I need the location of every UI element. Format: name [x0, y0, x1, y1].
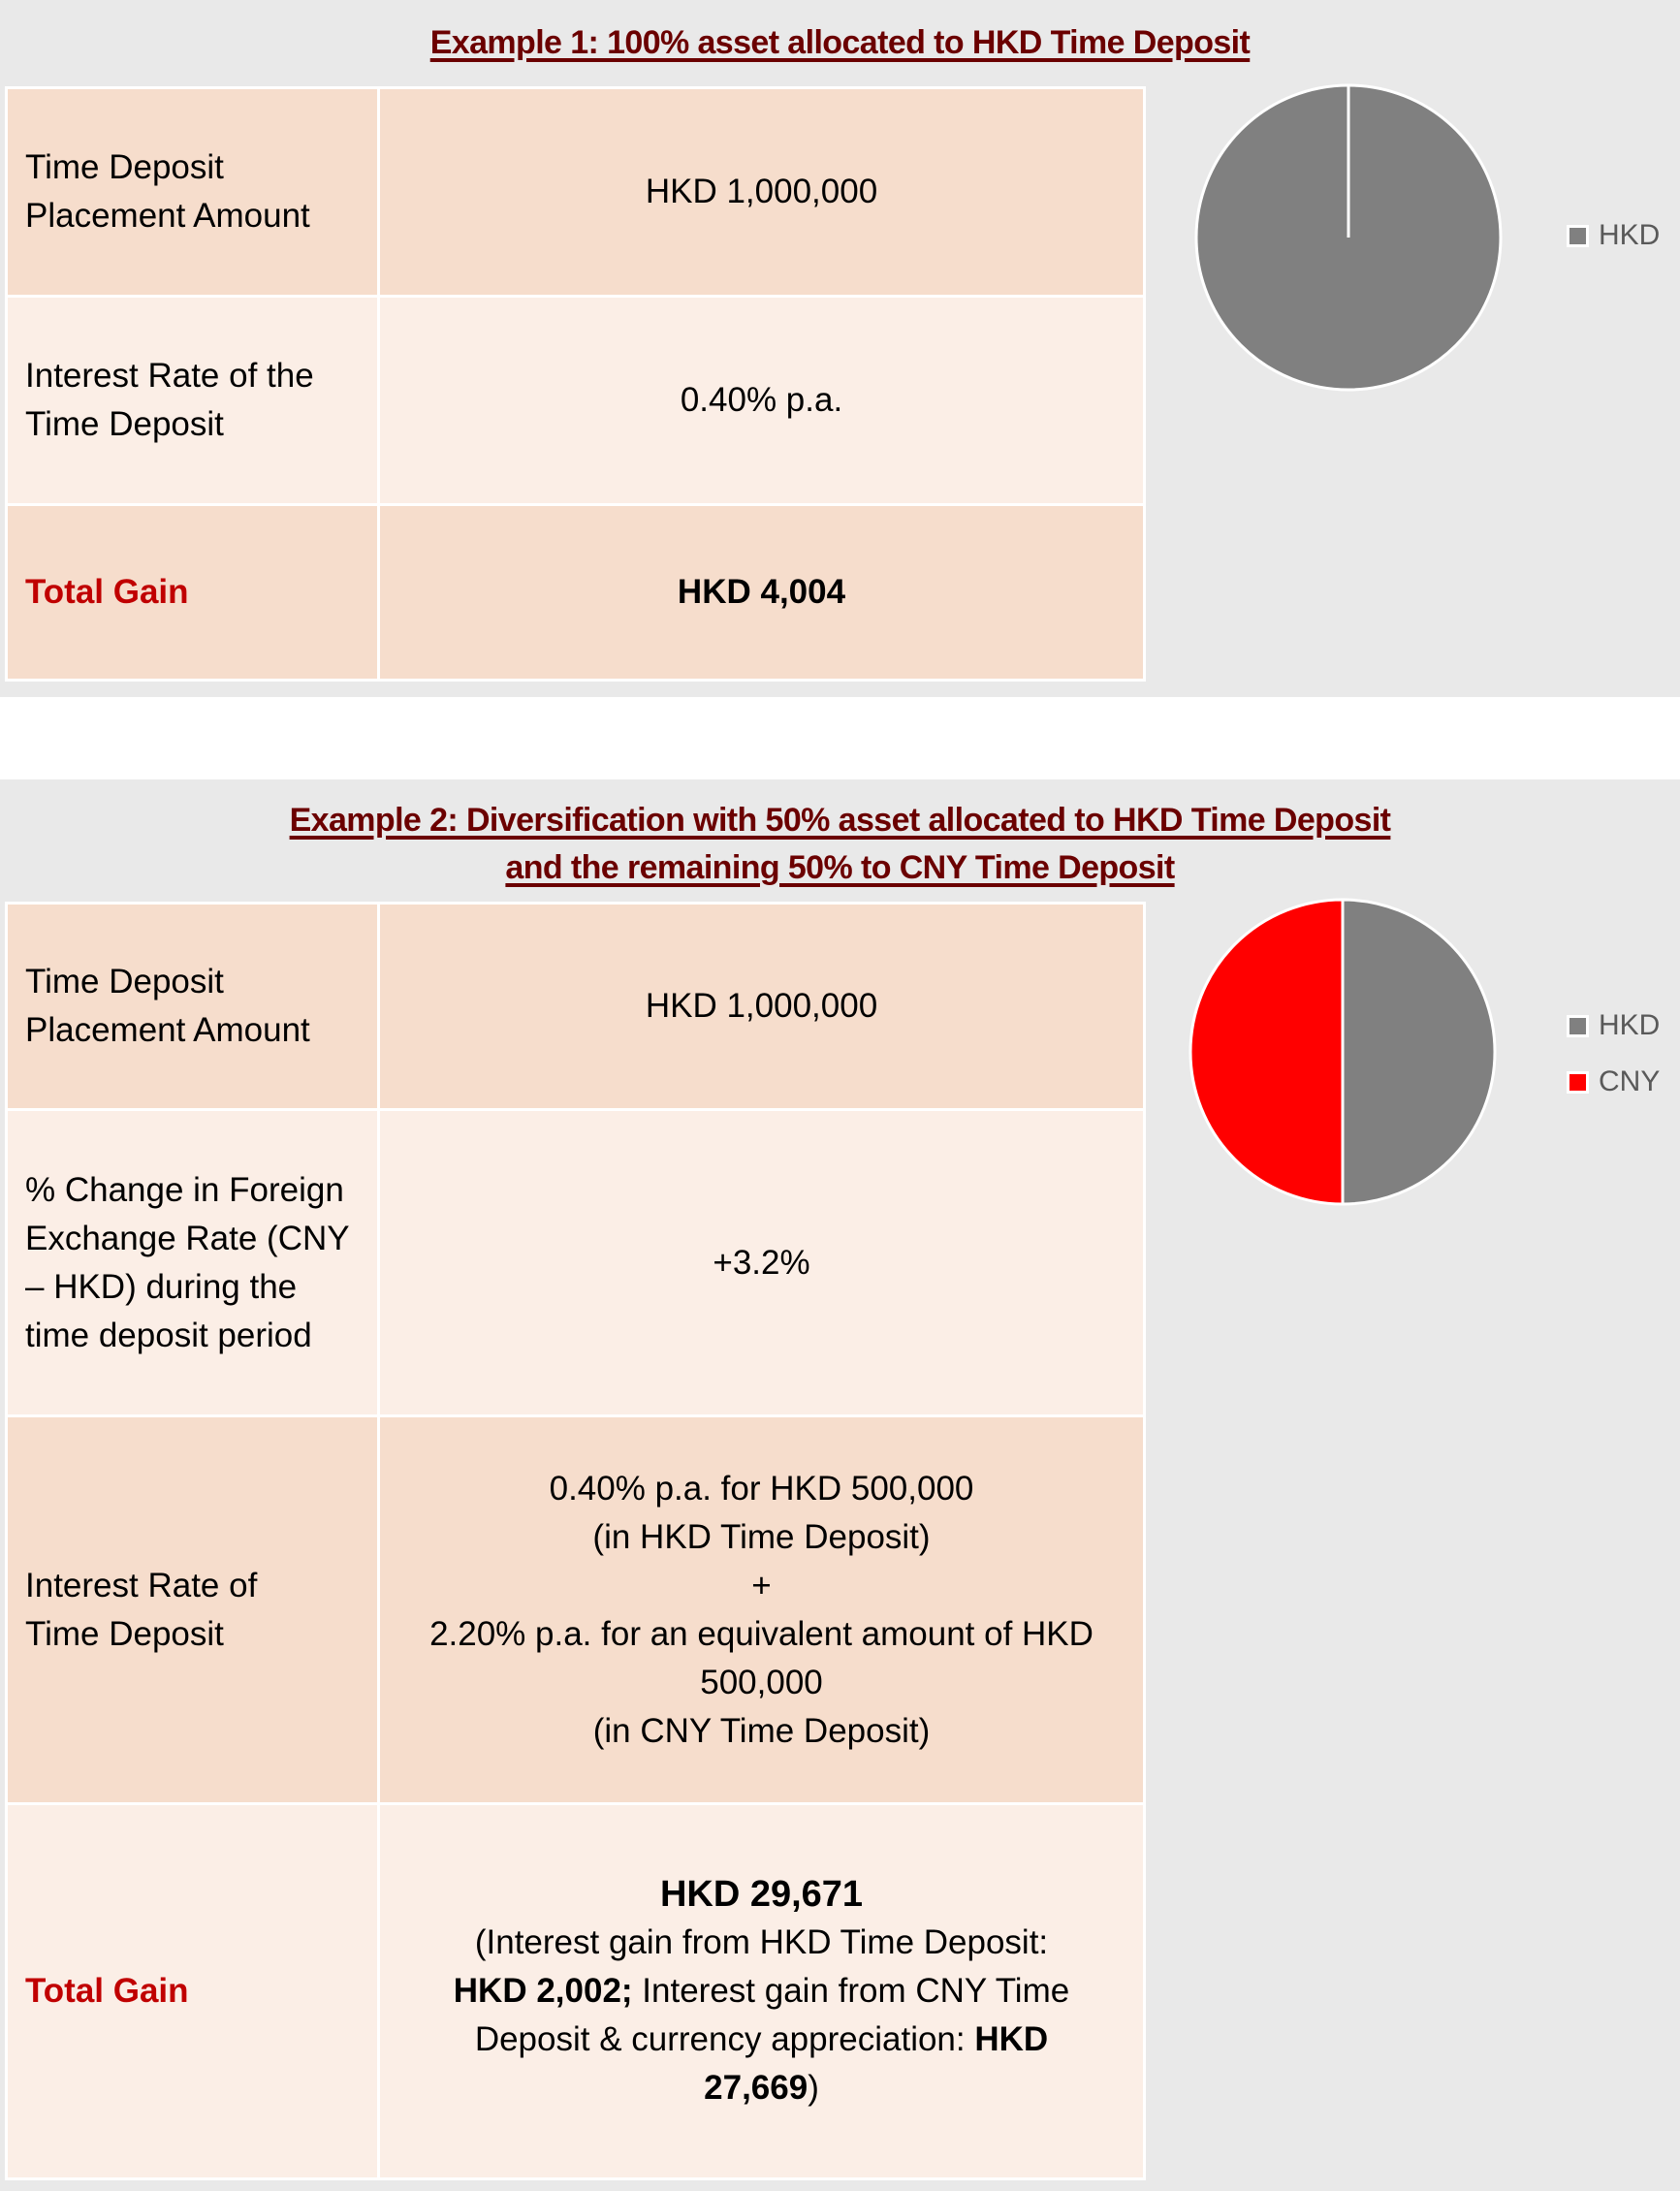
total-gain-amount: HKD 29,671 [659, 1874, 864, 1915]
example-2-title-line-1: Example 2: Diversification with 50% asset allocated to HKD Time Deposit [289, 802, 1391, 839]
gain-detail-line [397, 1967, 1125, 2016]
label-line: Exchange Rate (CNY [25, 1219, 350, 1257]
legend-swatch-cny [1567, 1071, 1589, 1094]
example-2-table [5, 902, 1146, 2180]
hkd-interest-gain: HKD 2,002; [453, 1972, 633, 2010]
gain-detail-line [397, 2064, 1125, 2112]
total-gain-label: Total Gain [7, 1804, 379, 2179]
label-line: Interest Rate of [25, 1566, 258, 1604]
value-line: (in CNY Time Deposit) [592, 1711, 931, 1750]
row-label [7, 1416, 379, 1804]
label-line: Placement Amount [25, 197, 310, 235]
label-line: Placement Amount [25, 1011, 310, 1049]
label-line: Interest Rate of the [25, 357, 314, 395]
pie-slice-hkd [1343, 900, 1495, 1204]
label-line: Time Deposit [25, 148, 224, 186]
gain-detail-line [397, 2016, 1125, 2064]
table-row-interest-rate [7, 297, 1145, 505]
example-2-title [0, 797, 1680, 892]
row-label [7, 88, 379, 297]
example-1-title [0, 19, 1680, 67]
total-gain-value [379, 1804, 1145, 2179]
legend-example-2 [1567, 1006, 1660, 1119]
table-row-placement-amount [7, 88, 1145, 297]
pie-slice-cny [1190, 900, 1343, 1204]
table-row-fx-change [7, 1110, 1145, 1416]
table-row-interest-rate [7, 1416, 1145, 1804]
row-value: +3.2% [379, 1110, 1145, 1416]
row-label [7, 1110, 379, 1416]
pie-chart-example-1 [1189, 78, 1508, 397]
legend-item-cny [1567, 1063, 1660, 1101]
row-value: HKD 1,000,000 [379, 904, 1145, 1110]
total-gain-value: HKD 4,004 [379, 505, 1145, 681]
cny-gain-amount: 27,669 [704, 2069, 808, 2107]
gain-detail-text: ) [808, 2069, 819, 2107]
pie-chart-example-2 [1183, 892, 1503, 1212]
example-1-title-text: Example 1: 100% asset allocated to HKD Time Deposit [429, 24, 1251, 61]
legend-label-hkd: HKD [1599, 219, 1661, 251]
row-value [379, 1416, 1145, 1804]
legend-label-hkd: HKD [1599, 1009, 1661, 1041]
legend-item-hkd [1567, 1006, 1660, 1045]
gain-detail-text: (Interest gain from HKD Time Deposit: [474, 1923, 1049, 1961]
gain-detail-text: Deposit & currency appreciation: [474, 2020, 975, 2058]
example-1-section [0, 0, 1680, 697]
row-label [7, 904, 379, 1110]
row-value: HKD 1,000,000 [379, 88, 1145, 297]
label-line: Time Deposit [25, 963, 224, 1000]
legend-label-cny: CNY [1599, 1065, 1661, 1097]
legend-swatch-hkd [1567, 225, 1589, 247]
label-line: Time Deposit [25, 1614, 224, 1653]
value-line: (in HKD Time Deposit) [592, 1517, 931, 1556]
label-line: Time Deposit [25, 405, 224, 443]
table-row-placement-amount [7, 904, 1145, 1110]
example-1-table [5, 86, 1146, 682]
cny-gain-currency: HKD [974, 2020, 1049, 2058]
value-line: 0.40% p.a. for HKD 500,000 [549, 1469, 974, 1508]
label-line: % Change in Foreign [25, 1170, 344, 1209]
row-value: 0.40% p.a. [379, 297, 1145, 505]
value-line: 500,000 [700, 1663, 823, 1701]
gain-detail-line [397, 1919, 1125, 1967]
row-label [7, 297, 379, 505]
label-line: – HKD) during the [25, 1267, 298, 1306]
label-line: time deposit period [25, 1316, 312, 1354]
example-2-title-line-2: and the remaining 50% to CNY Time Deposit [505, 849, 1175, 886]
legend-example-1 [1567, 216, 1660, 272]
table-row-total-gain [7, 1804, 1145, 2179]
gain-detail-text: Interest gain from CNY Time [632, 1972, 1070, 2010]
table-row-total-gain [7, 505, 1145, 681]
value-line: + [751, 1566, 772, 1604]
legend-swatch-hkd [1567, 1015, 1589, 1037]
total-gain-label: Total Gain [7, 505, 379, 681]
value-line: 2.20% p.a. for an equivalent amount of HKD [429, 1614, 1094, 1653]
legend-item-hkd [1567, 216, 1660, 255]
